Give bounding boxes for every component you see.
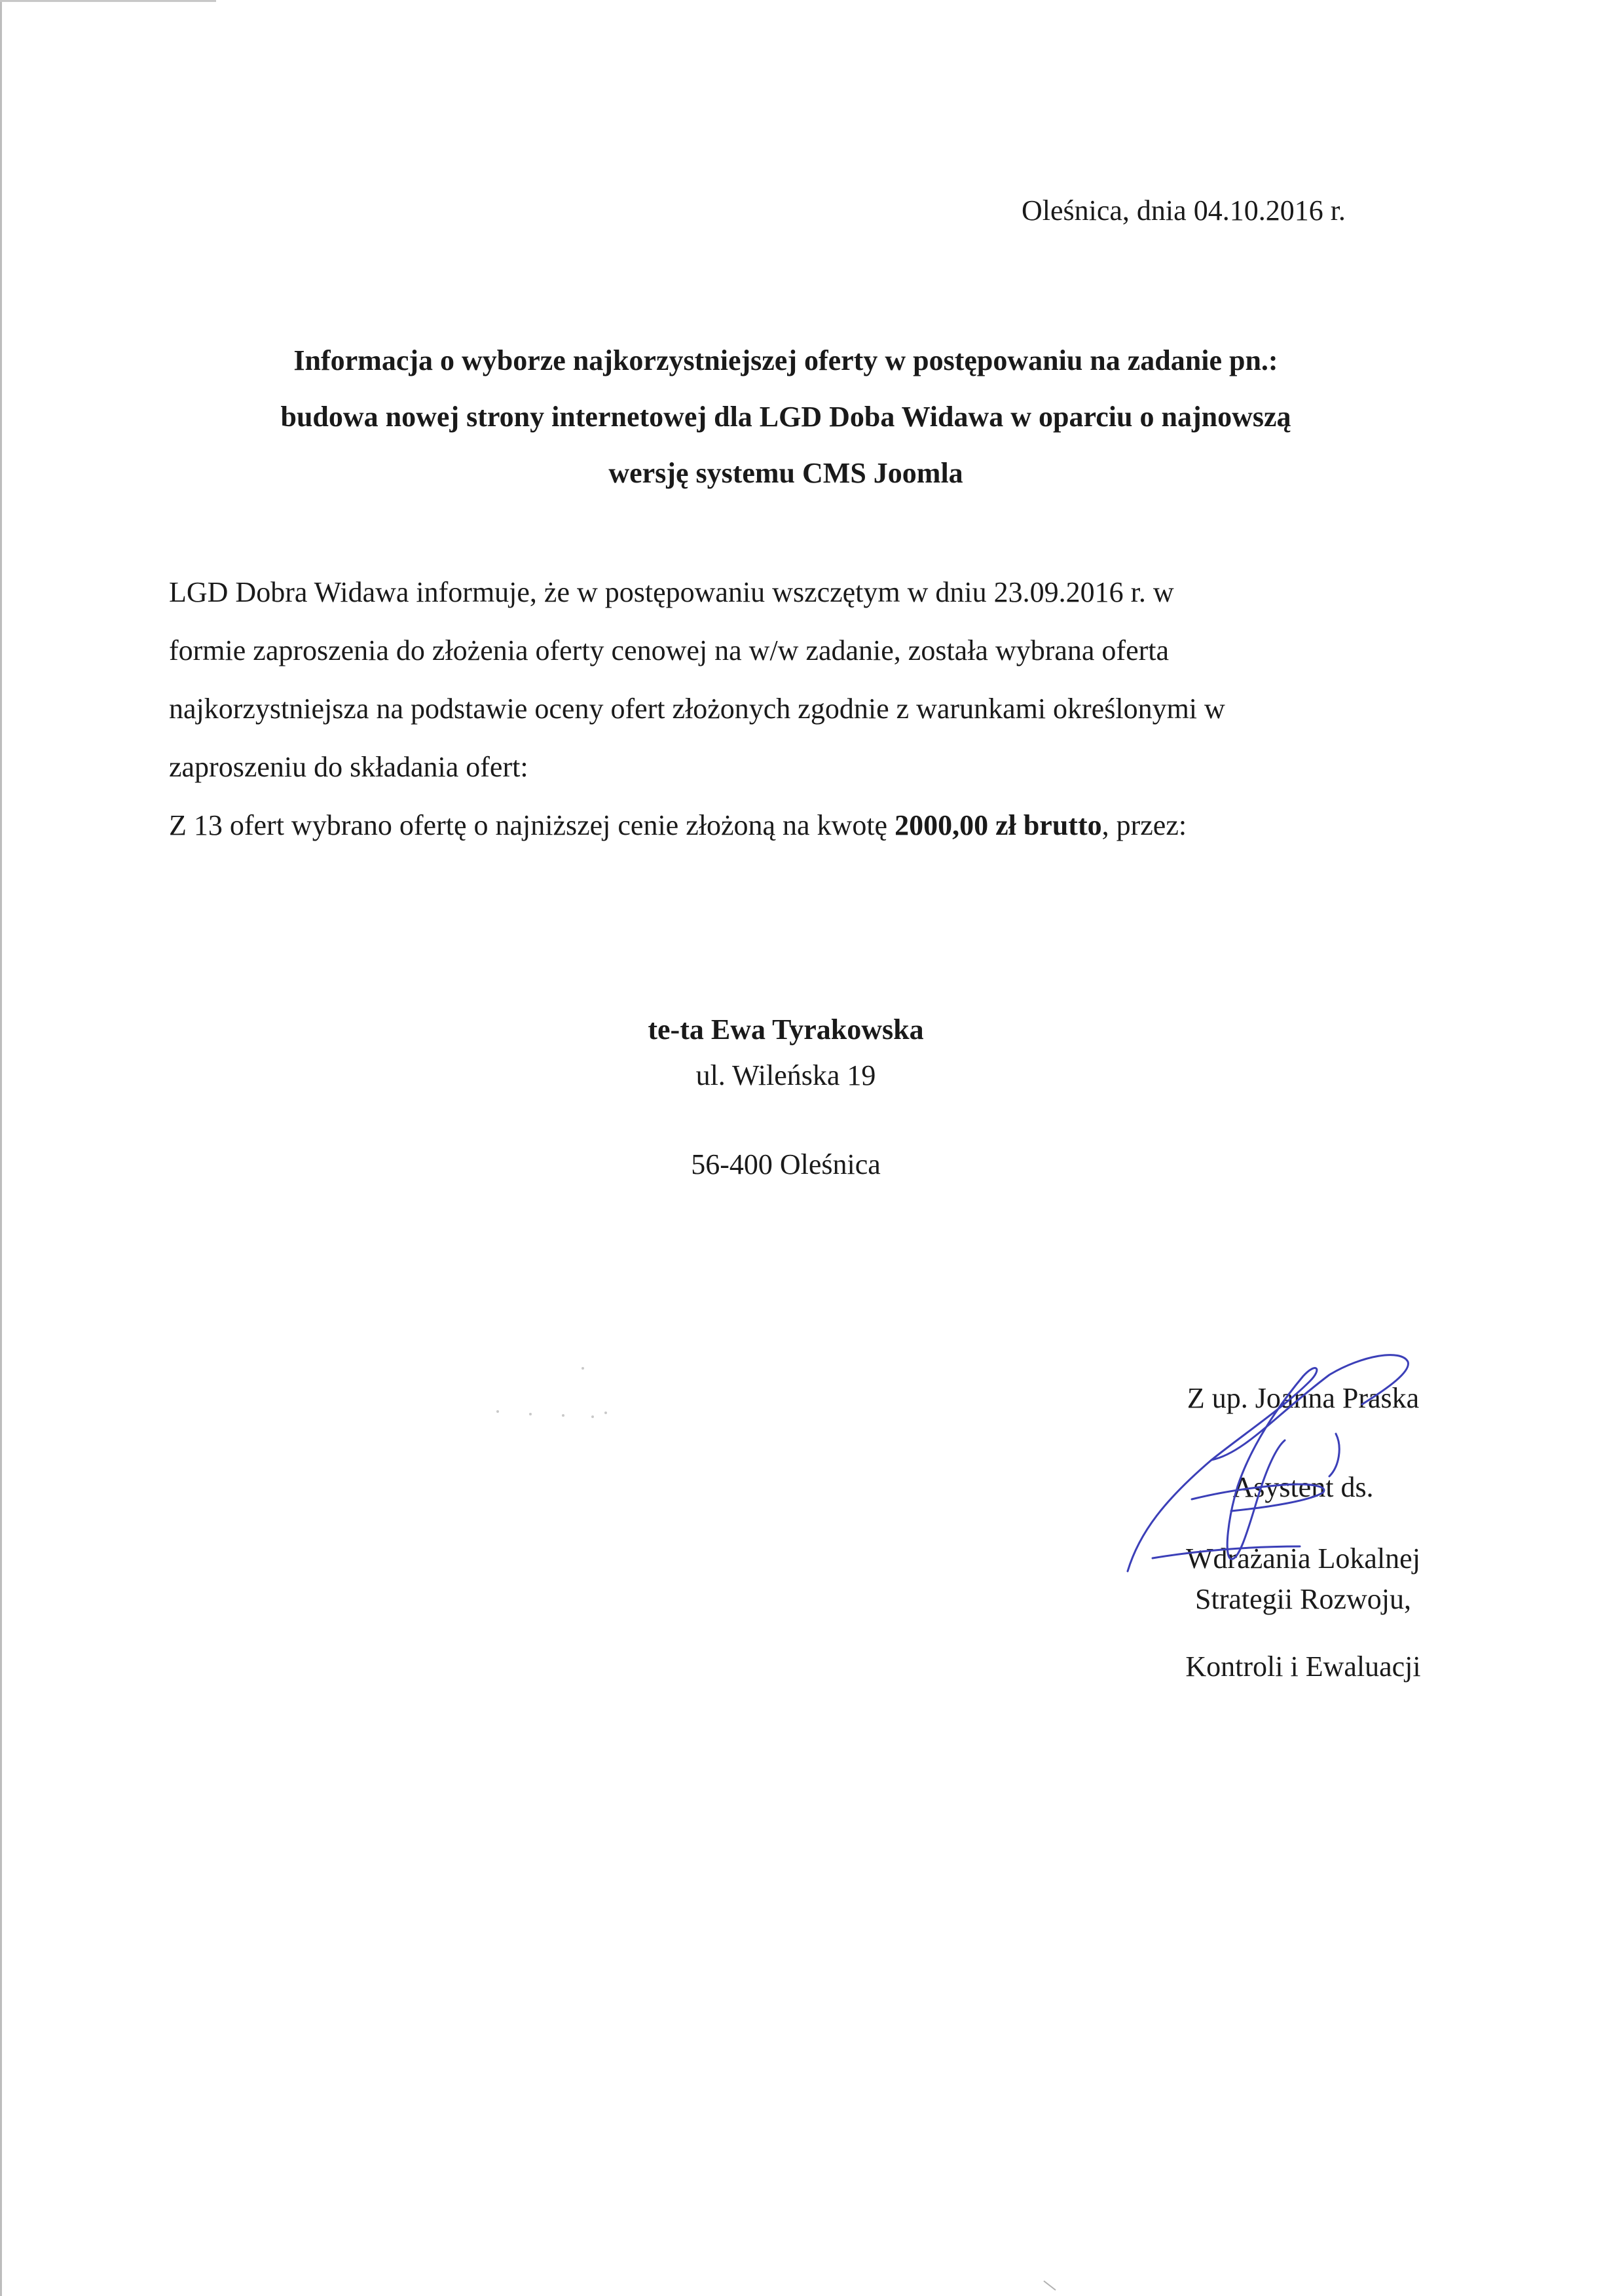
signer-role-4: Kontroli i Ewaluacji	[1185, 1650, 1421, 1683]
contractor-street: ul. Wileńska 19	[695, 1059, 876, 1091]
signer-role-1: Asystent ds.	[1232, 1471, 1374, 1503]
scan-noise	[458, 1362, 655, 1440]
selected-contractor	[589, 1007, 982, 1188]
body-line-5-start: Z 13 ofert wybrano ofertę o najniższej cenie złożoną na kwotę	[169, 809, 895, 841]
corner-mark	[1041, 2278, 1067, 2294]
scan-edge-left	[0, 0, 2, 2296]
contractor-name: te-ta Ewa Tyrakowska	[648, 1013, 924, 1046]
body-line-5	[169, 796, 1439, 854]
signer-name: Z up. Joanna Praska	[1187, 1382, 1420, 1414]
signer-role-3: Strategii Rozwoju,	[1195, 1583, 1411, 1615]
contractor-city: 56-400 Oleśnica	[691, 1148, 881, 1180]
signer-role-2: Wdrażania Lokalnej	[1186, 1542, 1420, 1575]
handwritten-signature	[1113, 1336, 1454, 1611]
offer-amount: 2000,00 zł brutto	[895, 809, 1102, 841]
document-body	[169, 563, 1439, 854]
title-line-2: budowa nowej strony internetowej dla LGD Doba Widawa w oparciu o najnowszą	[280, 401, 1291, 433]
document-title	[118, 333, 1454, 501]
scan-edge-top	[0, 0, 216, 2]
document-date: Oleśnica, dnia 04.10.2016 r.	[1022, 194, 1346, 227]
title-line-3: wersję systemu CMS Joomla	[608, 457, 963, 489]
body-line-2: formie zaproszenia do złożenia oferty cenowej na w/w zadanie, została wybrana oferta	[169, 634, 1170, 666]
title-line-1: Informacja o wyborze najkorzystniejszej oferty w postępowaniu na zadanie pn.:	[293, 344, 1278, 376]
body-line-4: zaproszeniu do składania ofert:	[169, 751, 528, 783]
body-line-5-end: , przez:	[1101, 809, 1187, 841]
body-line-3: najkorzystniejsza na podstawie oceny ofert złożonych zgodnie z warunkami określonymi w	[169, 693, 1225, 725]
body-line-1: LGD Dobra Widawa informuje, że w postępowaniu wszczętym w dniu 23.09.2016 r. w	[169, 576, 1174, 608]
